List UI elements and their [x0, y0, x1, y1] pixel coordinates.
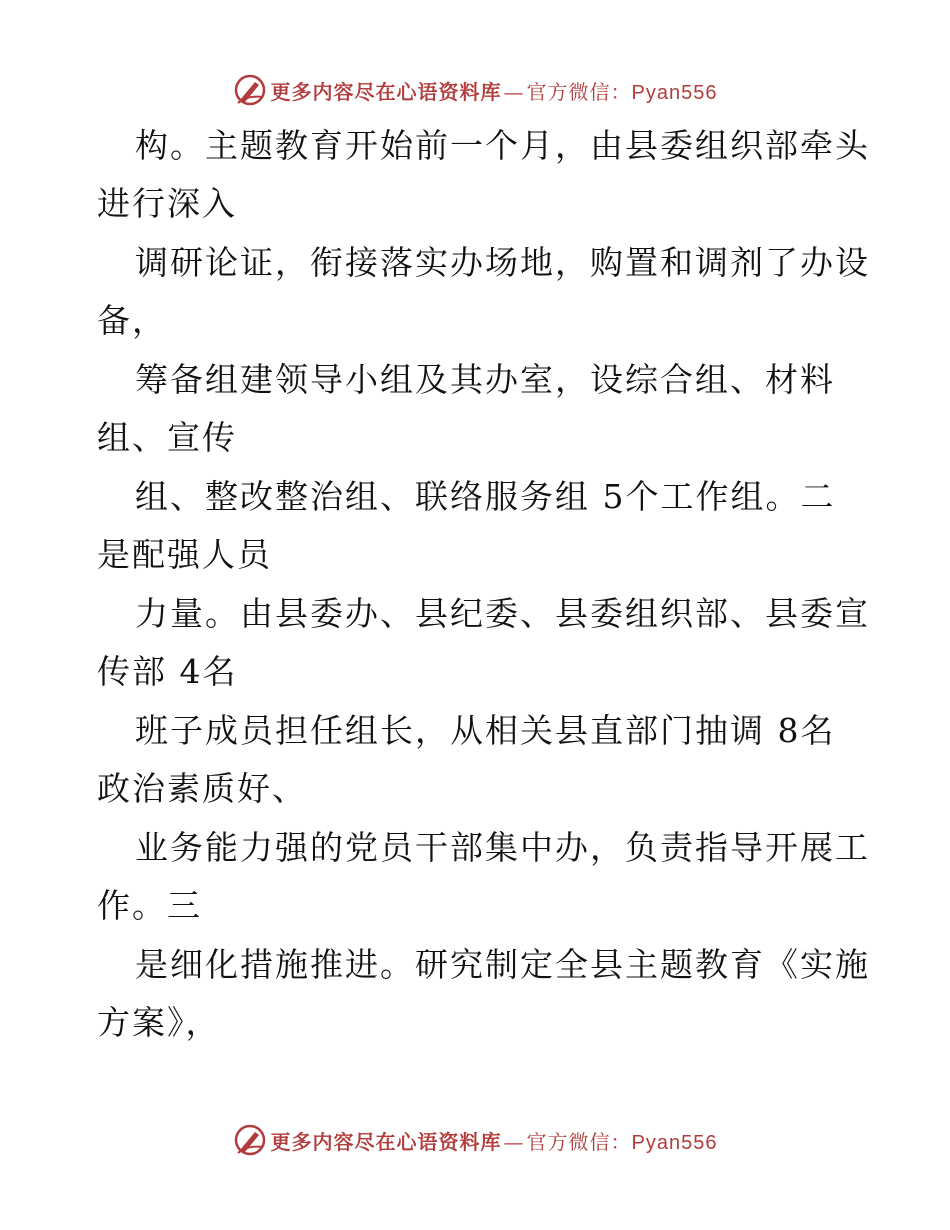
banner-wechat-label: 官方微信：: [526, 79, 632, 104]
body-line: 构。主题教育开始前一个月，由县委组织部牵头: [135, 126, 870, 165]
body-line: 进行深入: [97, 184, 237, 223]
body-line: 组、整改整治组、联络服务组 5个工作组。二: [135, 477, 836, 516]
body-line: 方案》，: [97, 1003, 221, 1042]
body-line: 备，: [97, 301, 167, 340]
body-line: 力量。由县委办、县纪委、县委组织部、县委宣: [135, 594, 870, 633]
body-line: 组、宣传: [97, 418, 237, 457]
banner-text: [271, 1126, 718, 1155]
pen-logo-icon: [233, 73, 267, 107]
body-line: 业务能力强的党员干部集中办，负责指导开展工: [135, 828, 870, 867]
body-line: 班子成员担任组长，从相关县直部门抽调 8名: [135, 711, 836, 750]
banner-separator: —: [503, 1129, 525, 1154]
banner-main-text: 更多内容尽在心语资料库: [270, 79, 502, 104]
banner-wechat-id: Pyan556: [631, 1131, 718, 1154]
body-line: 筹备组建领导小组及其办室，设综合组、材料: [135, 360, 835, 399]
header-banner: [0, 70, 950, 110]
banner-wechat-label: 官方微信：: [526, 1129, 632, 1154]
body-line: 政治素质好、: [97, 769, 307, 808]
footer-banner: [0, 1120, 950, 1160]
banner-main-text: 更多内容尽在心语资料库: [270, 1129, 502, 1154]
banner-text: [271, 76, 718, 105]
banner-wechat-id: Pyan556: [631, 81, 718, 104]
body-line: 传部 4名: [97, 652, 238, 691]
banner-separator: —: [503, 79, 525, 104]
body-line: 调研论证，衔接落实办场地，购置和调剂了办设: [135, 243, 870, 282]
body-line: 是细化措施推进。研究制定全县主题教育《实施: [135, 945, 870, 984]
pen-logo-icon: [233, 1123, 267, 1157]
body-line: 是配强人员: [97, 535, 272, 574]
body-line: 作。三: [97, 886, 202, 925]
